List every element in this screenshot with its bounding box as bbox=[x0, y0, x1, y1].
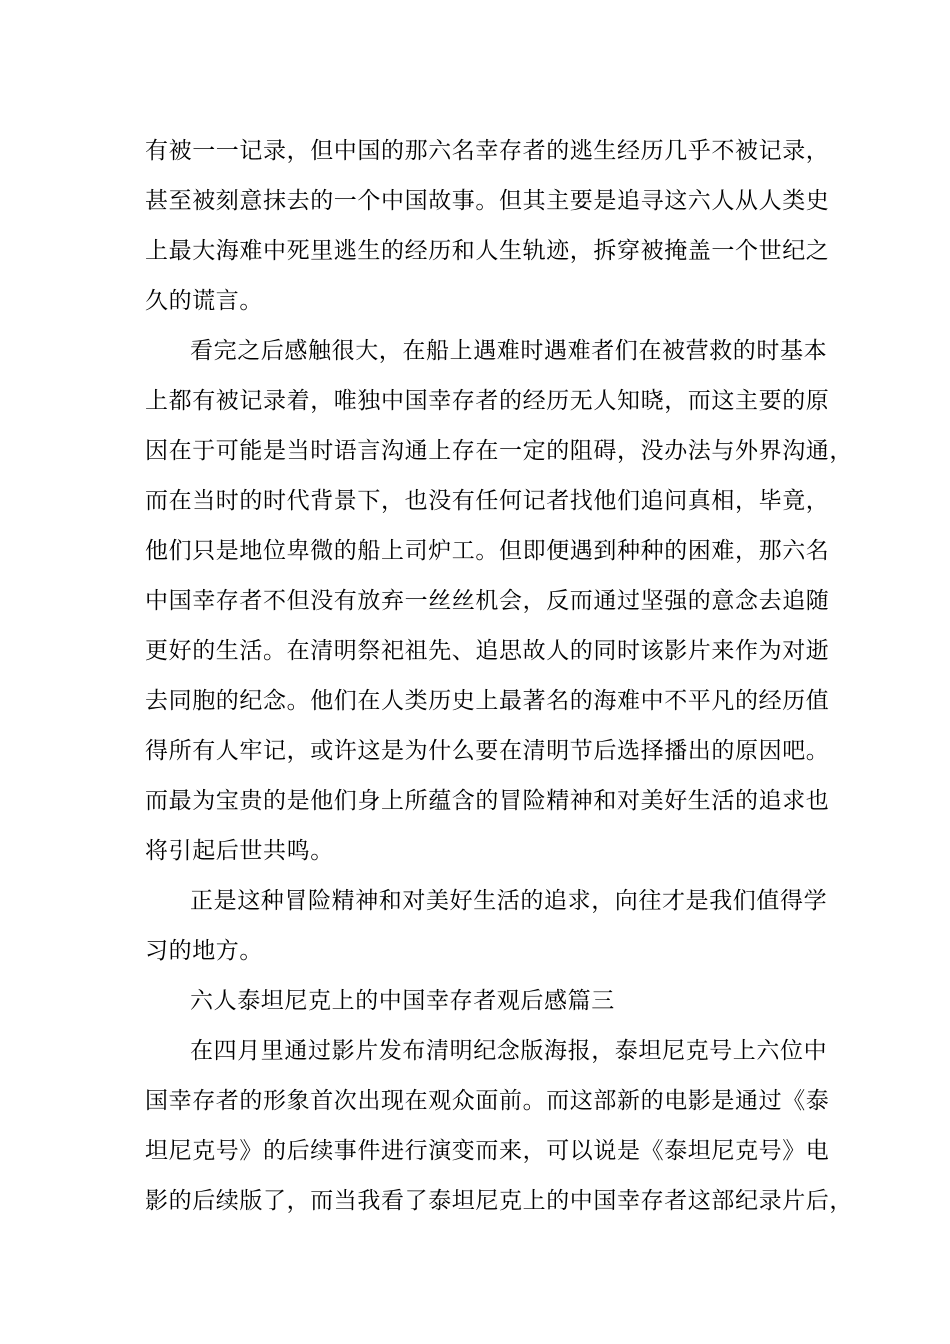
text-line: 上最大海难中死里逃生的经历和人生轨迹，拆穿被掩盖一个世纪之 bbox=[145, 238, 830, 264]
text-line: 上都有被记录着，唯独中国幸存者的经历无人知晓，而这主要的原 bbox=[145, 388, 830, 414]
paragraph-first-line: 正是这种冒险精神和对美好生活的追求，向往才是我们值得学 bbox=[190, 888, 828, 914]
text-line: 他们只是地位卑微的船上司炉工。但即便遇到种种的困难，那六名 bbox=[145, 538, 830, 564]
text-line: 甚至被刻意抹去的一个中国故事。但其主要是追寻这六人从人类史 bbox=[145, 188, 830, 214]
text-line: 习的地方。 bbox=[145, 938, 263, 964]
text-line: 将引起后世共鸣。 bbox=[145, 838, 334, 864]
text-line: 更好的生活。在清明祭祀祖先、追思故人的同时该影片来作为对逝 bbox=[145, 638, 830, 664]
text-line: 而在当时的时代背景下，也没有任何记者找他们追问真相，毕竟， bbox=[145, 488, 830, 514]
text-line: 去同胞的纪念。他们在人类历史上最著名的海难中不平凡的经历值 bbox=[145, 688, 830, 714]
text-line: 有被一一记录，但中国的那六名幸存者的逃生经历几乎不被记录， bbox=[145, 138, 830, 164]
text-line: 国幸存者的形象首次出现在观众面前。而这部新的电影是通过《泰 bbox=[145, 1088, 830, 1114]
text-line: 坦尼克号》的后续事件进行演变而来，可以说是《泰坦尼克号》电 bbox=[145, 1138, 830, 1164]
text-line: 影的后续版了，而当我看了泰坦尼克上的中国幸存者这部纪录片后， bbox=[145, 1188, 853, 1214]
paragraph-first-line: 在四月里通过影片发布清明纪念版海报，泰坦尼克号上六位中 bbox=[190, 1038, 828, 1064]
text-line: 久的谎言。 bbox=[145, 288, 263, 314]
text-line: 得所有人牢记，或许这是为什么要在清明节后选择播出的原因吧。 bbox=[145, 738, 830, 764]
text-line: 而最为宝贵的是他们身上所蕴含的冒险精神和对美好生活的追求也 bbox=[145, 788, 830, 814]
text-line: 中国幸存者不但没有放弃一丝丝机会，反而通过坚强的意念去追随 bbox=[145, 588, 830, 614]
text-line: 因在于可能是当时语言沟通上存在一定的阻碍，没办法与外界沟通， bbox=[145, 438, 853, 464]
section-heading: 六人泰坦尼克上的中国幸存者观后感篇三 bbox=[190, 988, 615, 1014]
paragraph-first-line: 看完之后感触很大，在船上遇难时遇难者们在被营救的时基本 bbox=[190, 338, 828, 364]
